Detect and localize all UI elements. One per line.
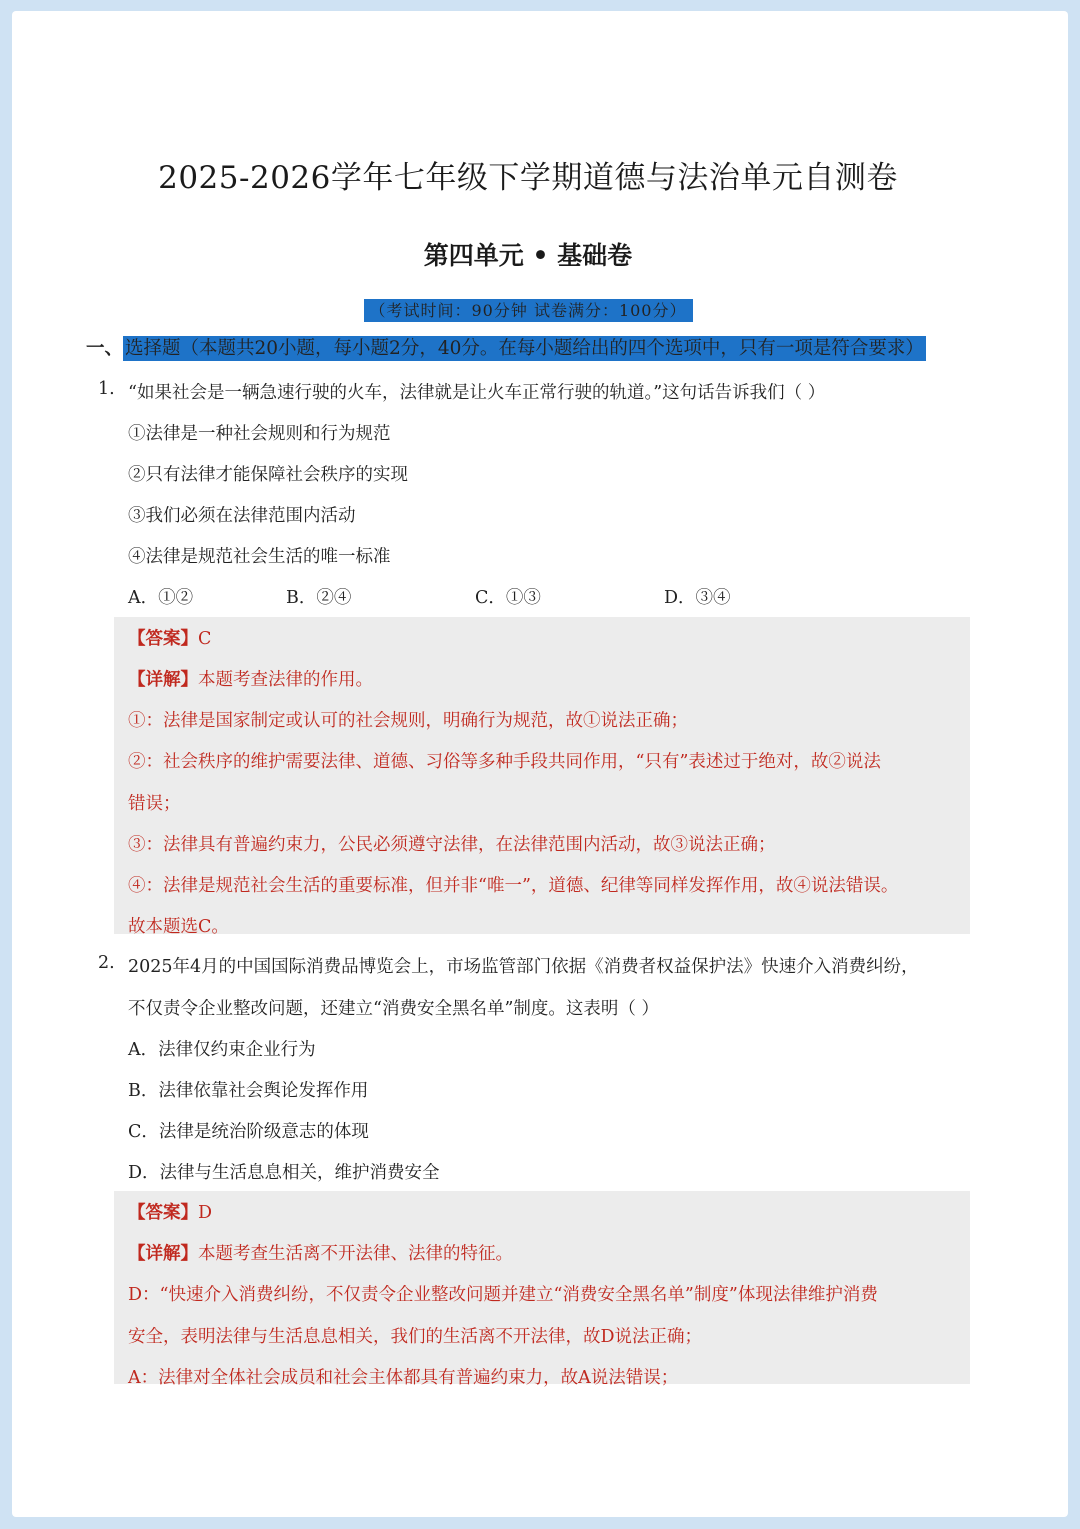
detail-text: 本题考查生活离不开法律、法律的特征。 bbox=[198, 1244, 513, 1264]
option-b: B．②④ bbox=[286, 588, 352, 608]
statement-item: ②只有法律才能保障社会秩序的实现 bbox=[128, 465, 408, 485]
answer-tag: 【答案】 bbox=[128, 629, 198, 649]
detail-line bbox=[128, 666, 373, 691]
detail-line bbox=[128, 1240, 513, 1265]
option-c: C．①③ bbox=[475, 588, 541, 608]
page-title: 2025-2026学年七年级下学期道德与法治单元自测卷 bbox=[158, 160, 898, 196]
analysis-line: ③：法律具有普遍约束力，公民必须遵守法律，在法律范围内活动，故③说法正确； bbox=[128, 835, 776, 855]
detail-tag: 【详解】 bbox=[128, 670, 198, 690]
answer-value: C bbox=[198, 629, 212, 649]
question-number: 2. bbox=[98, 953, 115, 973]
question-number: 1. bbox=[98, 379, 115, 399]
analysis-line: 安全，表明法律与生活息息相关，我们的生活离不开法律，故D说法正确； bbox=[128, 1327, 703, 1347]
statement-item: ③我们必须在法律范围内活动 bbox=[128, 506, 356, 526]
option-d: D．法律与生活息息相关，维护消费安全 bbox=[128, 1163, 440, 1183]
statement-item: ①法律是一种社会规则和行为规范 bbox=[128, 424, 391, 444]
option-d: D．③④ bbox=[664, 588, 731, 608]
analysis-line: D：“快速介入消费纠纷，不仅责令企业整改问题并建立“消费安全黑名单”制度”体现法律维护消费 bbox=[128, 1285, 878, 1305]
question-stem: 2025年4月的中国国际消费品博览会上，市场监管部门依据《消费者权益保护法》快速介入消费纠纷， bbox=[128, 957, 919, 977]
exam-info-row bbox=[0, 298, 1056, 321]
option-b: B．法律依靠社会舆论发挥作用 bbox=[128, 1081, 369, 1101]
detail-text: 本题考查法律的作用。 bbox=[198, 670, 373, 690]
analysis-line: ②：社会秩序的维护需要法律、道德、习俗等多种手段共同作用，“只有”表述过于绝对，故②说法 bbox=[128, 752, 881, 772]
analysis-line: 错误； bbox=[128, 794, 181, 814]
analysis-line: A：法律对全体社会成员和社会主体都具有普遍约束力，故A说法错误； bbox=[128, 1368, 679, 1388]
analysis-line: 故本题选C。 bbox=[128, 917, 229, 937]
question-stem: “如果社会是一辆急速行驶的火车，法律就是让火车正常行驶的轨道。”这句话告诉我们（ ） bbox=[128, 383, 826, 403]
answer-line bbox=[128, 1199, 212, 1224]
option-c: C．法律是统治阶级意志的体现 bbox=[128, 1122, 369, 1142]
section-number: 一、 bbox=[86, 338, 124, 359]
exam-info: （考试时间：90分钟 试卷满分：100分） bbox=[364, 299, 693, 322]
statement-item: ④法律是规范社会生活的唯一标准 bbox=[128, 547, 391, 567]
analysis-line: ④：法律是规范社会生活的重要标准，但并非“唯一”，道德、纪律等同样发挥作用，故④说法错误。 bbox=[128, 876, 899, 896]
answer-tag: 【答案】 bbox=[128, 1203, 198, 1223]
analysis-line: ①：法律是国家制定或认可的社会规则，明确行为规范，故①说法正确； bbox=[128, 711, 688, 731]
page-subtitle: 第四单元 • 基础卷 bbox=[423, 241, 633, 270]
section-instructions: 选择题（本题共20小题，每小题2分，40分。在每小题给出的四个选项中，只有一项是符合要求） bbox=[125, 338, 924, 359]
option-a: A．法律仅约束企业行为 bbox=[128, 1040, 316, 1060]
detail-tag: 【详解】 bbox=[128, 1244, 198, 1264]
answer-line bbox=[128, 625, 211, 650]
question-stem: 不仅责令企业整改问题，还建立“消费安全黑名单”制度。这表明（ ） bbox=[128, 999, 659, 1019]
answer-value: D bbox=[198, 1203, 213, 1223]
section-heading bbox=[86, 334, 926, 360]
option-a: A．①② bbox=[128, 588, 194, 608]
